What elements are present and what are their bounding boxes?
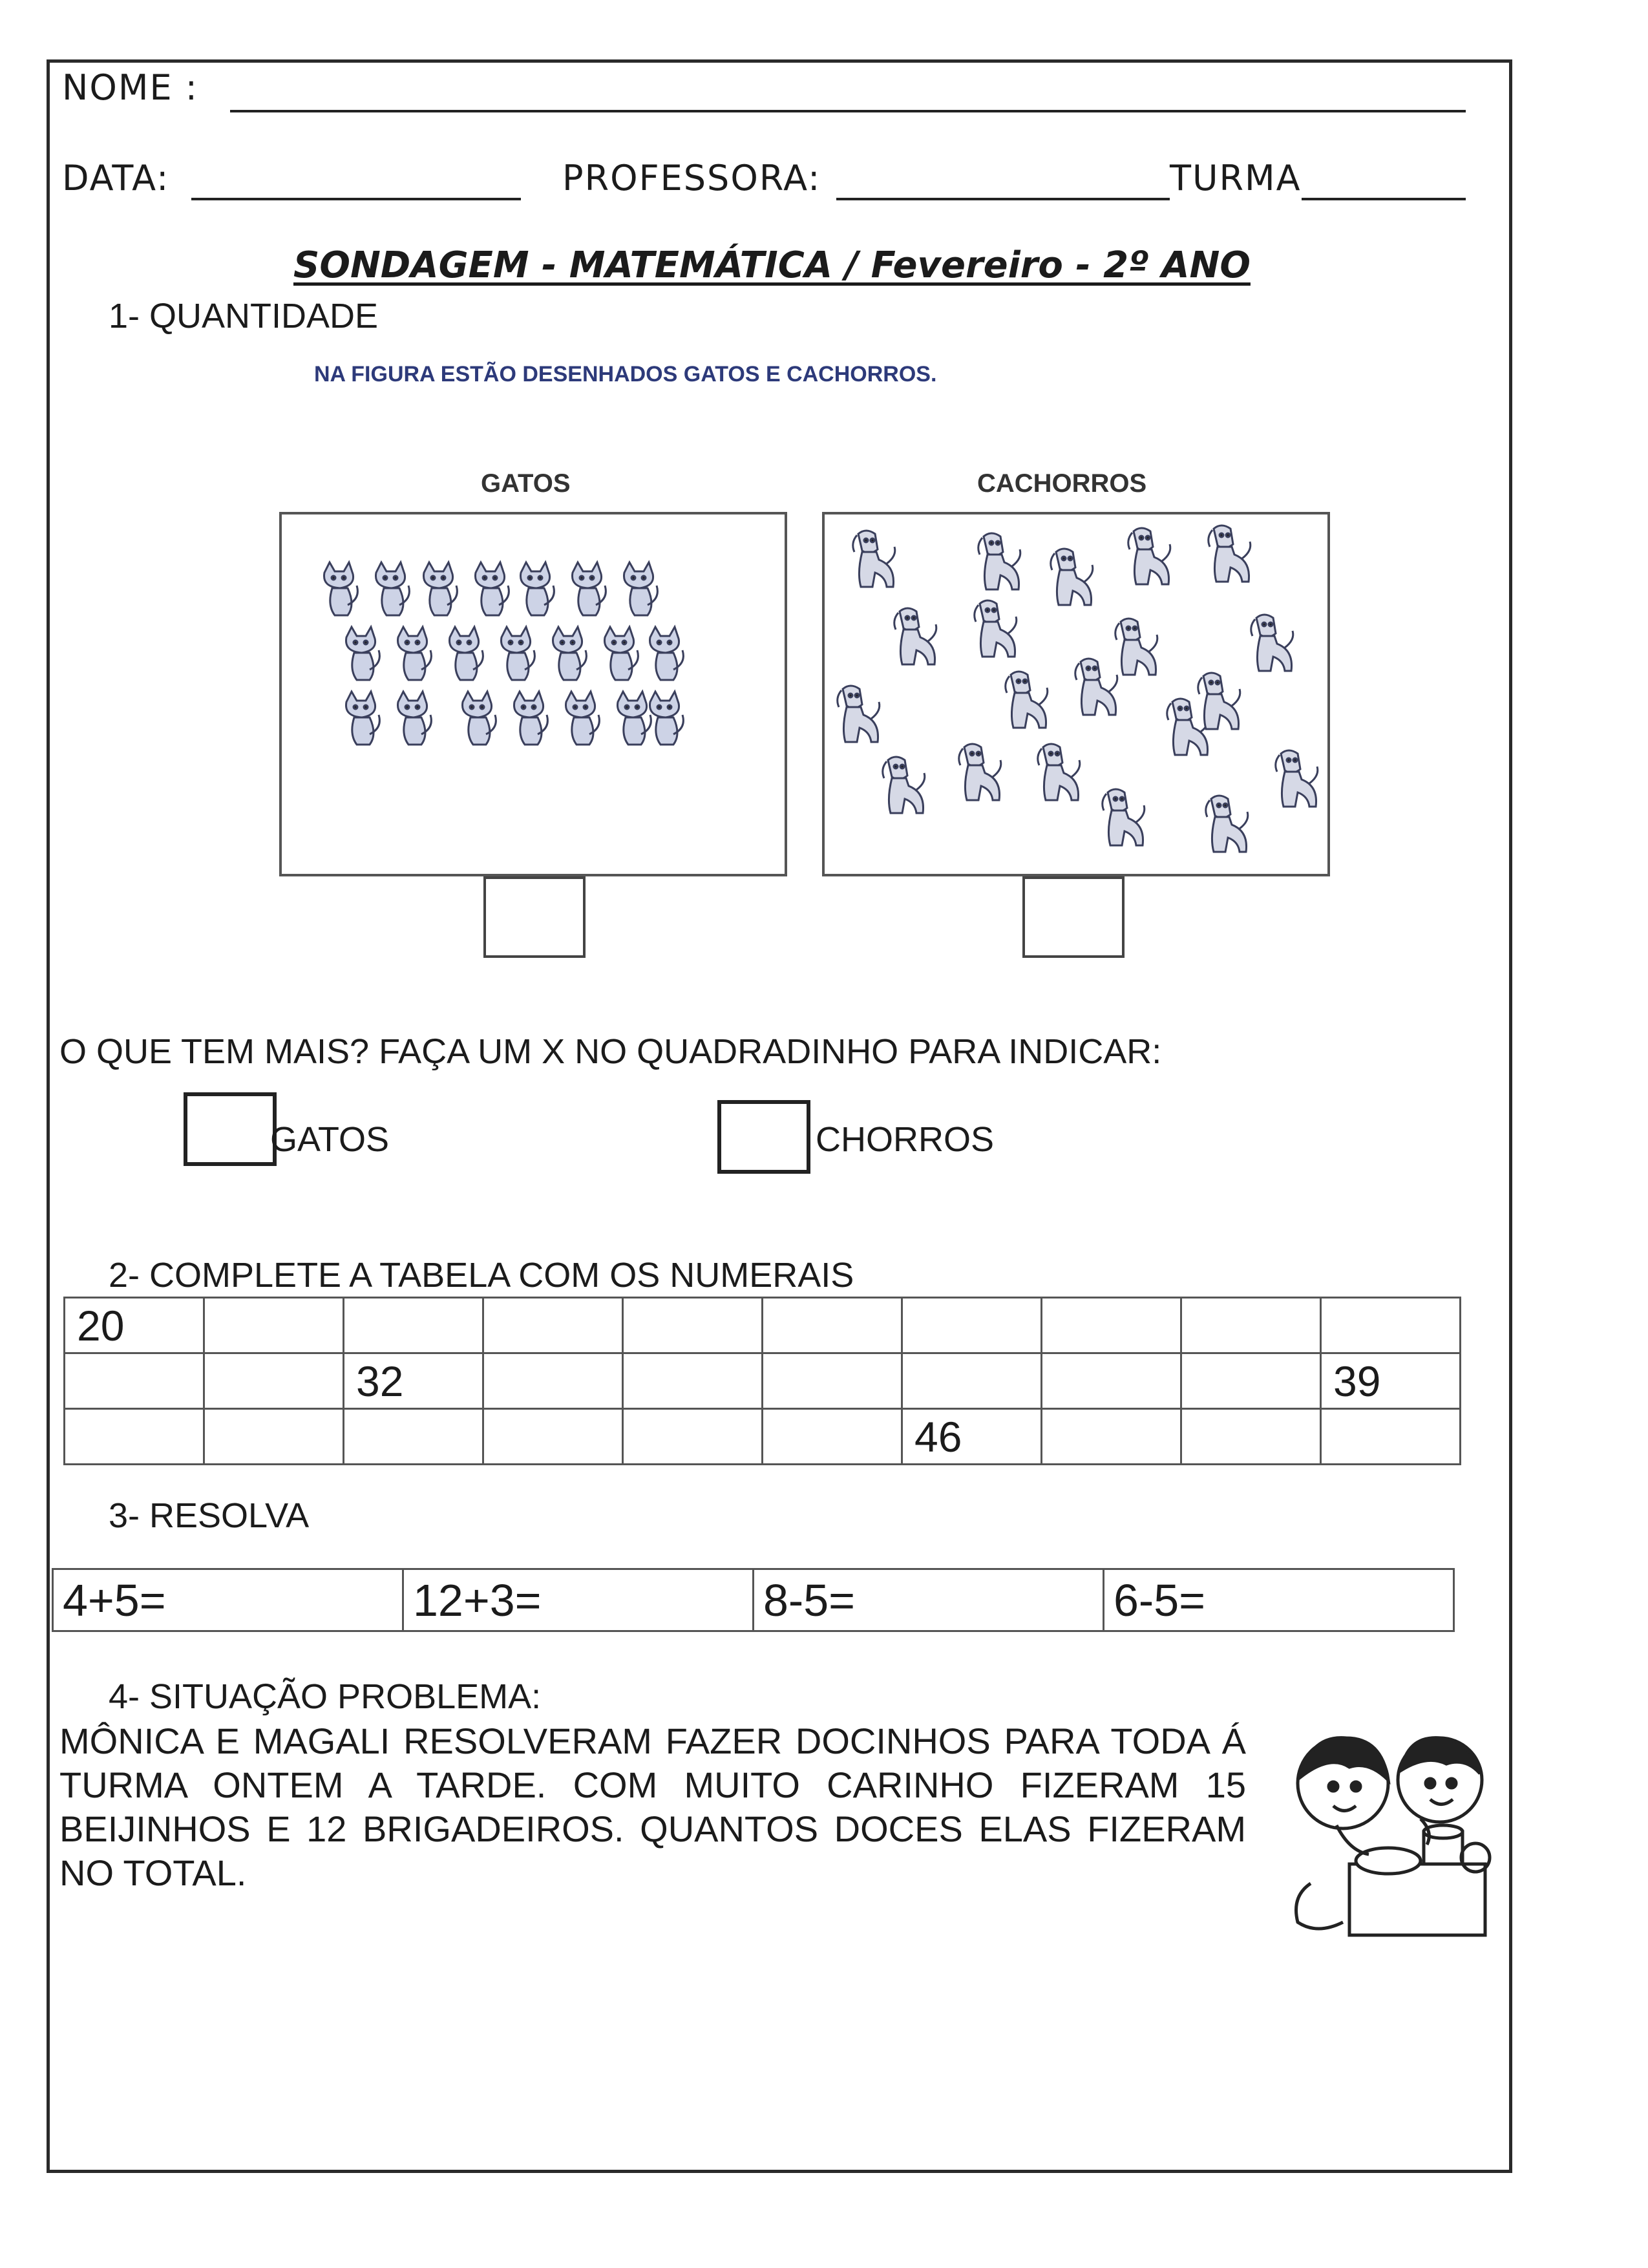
cat-icon (463, 692, 496, 745)
number-cell[interactable] (483, 1409, 623, 1465)
sums-table (52, 1568, 1455, 1632)
dogs-drawing (825, 514, 1329, 875)
number-cell[interactable] (1181, 1353, 1321, 1409)
table-row (65, 1353, 1461, 1409)
number-cell[interactable] (1181, 1409, 1321, 1465)
number-cell[interactable] (65, 1353, 204, 1409)
table-row (65, 1409, 1461, 1465)
number-cell[interactable] (1042, 1298, 1181, 1353)
number-cell[interactable]: 20 (65, 1298, 204, 1353)
cat-icon (650, 627, 684, 680)
cachorros-count-box[interactable] (1022, 876, 1125, 958)
dog-icon (1251, 615, 1293, 671)
dog-icon (1075, 659, 1117, 715)
number-cell[interactable] (1042, 1353, 1181, 1409)
cat-icon (346, 627, 380, 680)
sum-cell[interactable]: 12+3= (403, 1569, 754, 1631)
cat-icon (450, 627, 483, 680)
number-cell[interactable] (344, 1298, 483, 1353)
number-cell[interactable] (65, 1409, 204, 1465)
gatos-picture-box (279, 512, 787, 876)
cat-icon (553, 627, 587, 680)
dog-icon (959, 744, 1001, 800)
sum-cell[interactable]: 6-5= (1104, 1569, 1454, 1631)
cat-icon (521, 562, 555, 615)
number-cell[interactable] (1321, 1409, 1461, 1465)
cachorros-option-label: CHORROS (816, 1120, 995, 1159)
number-cell[interactable] (204, 1353, 344, 1409)
nome-label: NOME : (62, 67, 198, 108)
dog-icon (1103, 789, 1145, 845)
gatos-label: GATOS (481, 469, 571, 498)
cat-icon (398, 692, 432, 745)
number-cell[interactable] (623, 1409, 763, 1465)
number-cell[interactable] (483, 1353, 623, 1409)
number-cell[interactable] (1181, 1298, 1321, 1353)
page-title: SONDAGEM - MATEMÁTICA / Fevereiro - 2º ANO (293, 244, 1251, 286)
section1-instruction: NA FIGURA ESTÃO DESENHADOS GATOS E CACHORROS. (314, 362, 937, 387)
cat-icon (624, 562, 658, 615)
cachorros-label: CACHORROS (977, 469, 1147, 498)
number-cell[interactable] (1321, 1298, 1461, 1353)
section1-heading: 1- QUANTIDADE (109, 297, 379, 335)
number-cell[interactable] (344, 1409, 483, 1465)
dog-icon (1209, 525, 1251, 582)
dog-icon (1006, 672, 1048, 728)
section4-heading: 4- SITUAÇÃO PROBLEMA: (109, 1677, 542, 1716)
number-cell[interactable] (902, 1298, 1042, 1353)
section2-heading: 2- COMPLETE A TABELA COM OS NUMERAIS (109, 1256, 854, 1295)
data-label: DATA: (62, 158, 170, 198)
cat-icon (476, 562, 509, 615)
cat-icon (346, 692, 380, 745)
dog-icon (1198, 673, 1240, 729)
gatos-option-label: GATOS (270, 1120, 390, 1159)
cachorros-picture-box (822, 512, 1330, 876)
number-cell[interactable]: 46 (902, 1409, 1042, 1465)
number-cell[interactable] (902, 1353, 1042, 1409)
cat-icon (573, 562, 606, 615)
dog-icon (978, 533, 1020, 589)
dog-icon (1038, 744, 1080, 800)
problem-text: MÔNICA E MAGALI RESOLVERAM FAZER DOCINHOS PARA TODA Á TURMA ONTEM A TARDE. COM MUITO CARINHO FIZERAM 15 BEIJINHOS E 12 BRIGADEIROS. QUANTOS DOCES ELAS FIZERAM NO TOTAL. (59, 1721, 1246, 1893)
number-cell[interactable]: 39 (1321, 1353, 1461, 1409)
dog-icon (1115, 619, 1157, 675)
cat-icon (605, 627, 639, 680)
girls-cooking-illustration (1272, 1715, 1511, 1955)
dog-icon (1051, 549, 1093, 605)
sum-cell[interactable]: 4+5= (53, 1569, 403, 1631)
numbers-table (63, 1297, 1461, 1465)
nome-field[interactable] (230, 110, 1466, 112)
cat-icon (650, 692, 684, 745)
cat-icon (424, 562, 458, 615)
data-field[interactable] (191, 198, 521, 200)
dog-icon (1167, 699, 1209, 755)
section3-heading: 3- RESOLVA (109, 1496, 310, 1535)
cats-drawing (282, 514, 786, 875)
professora-label: PROFESSORA: (562, 158, 821, 198)
number-cell[interactable] (483, 1298, 623, 1353)
number-cell[interactable] (623, 1298, 763, 1353)
number-cell[interactable] (763, 1298, 902, 1353)
cat-icon (514, 692, 548, 745)
cachorros-checkbox[interactable] (717, 1100, 810, 1174)
cat-icon (566, 692, 600, 745)
dog-icon (1128, 528, 1170, 584)
cat-icon (618, 692, 651, 745)
turma-field[interactable] (1302, 198, 1466, 200)
gatos-count-box[interactable] (483, 876, 586, 958)
sum-cell[interactable]: 8-5= (754, 1569, 1104, 1631)
dog-icon (1276, 750, 1318, 807)
number-cell[interactable] (204, 1409, 344, 1465)
professora-field[interactable] (836, 198, 1170, 200)
number-cell[interactable] (623, 1353, 763, 1409)
dog-icon (853, 531, 895, 587)
cat-icon (376, 562, 410, 615)
dog-icon (883, 757, 925, 813)
dog-icon (838, 686, 880, 742)
number-cell[interactable]: 32 (344, 1353, 483, 1409)
number-cell[interactable] (763, 1353, 902, 1409)
cat-icon (502, 627, 535, 680)
dog-icon (1206, 796, 1248, 852)
cat-icon (324, 562, 358, 615)
dog-icon (894, 608, 936, 664)
cat-icon (398, 627, 432, 680)
turma-label: TURMA (1170, 158, 1302, 198)
number-cell[interactable] (1042, 1409, 1181, 1465)
number-cell[interactable] (204, 1298, 344, 1353)
section1-question: O QUE TEM MAIS? FAÇA UM X NO QUADRADINHO PARA INDICAR: (59, 1032, 1162, 1071)
dog-icon (975, 600, 1017, 657)
gatos-checkbox[interactable] (184, 1092, 277, 1166)
number-cell[interactable] (763, 1409, 902, 1465)
table-row (65, 1298, 1461, 1353)
